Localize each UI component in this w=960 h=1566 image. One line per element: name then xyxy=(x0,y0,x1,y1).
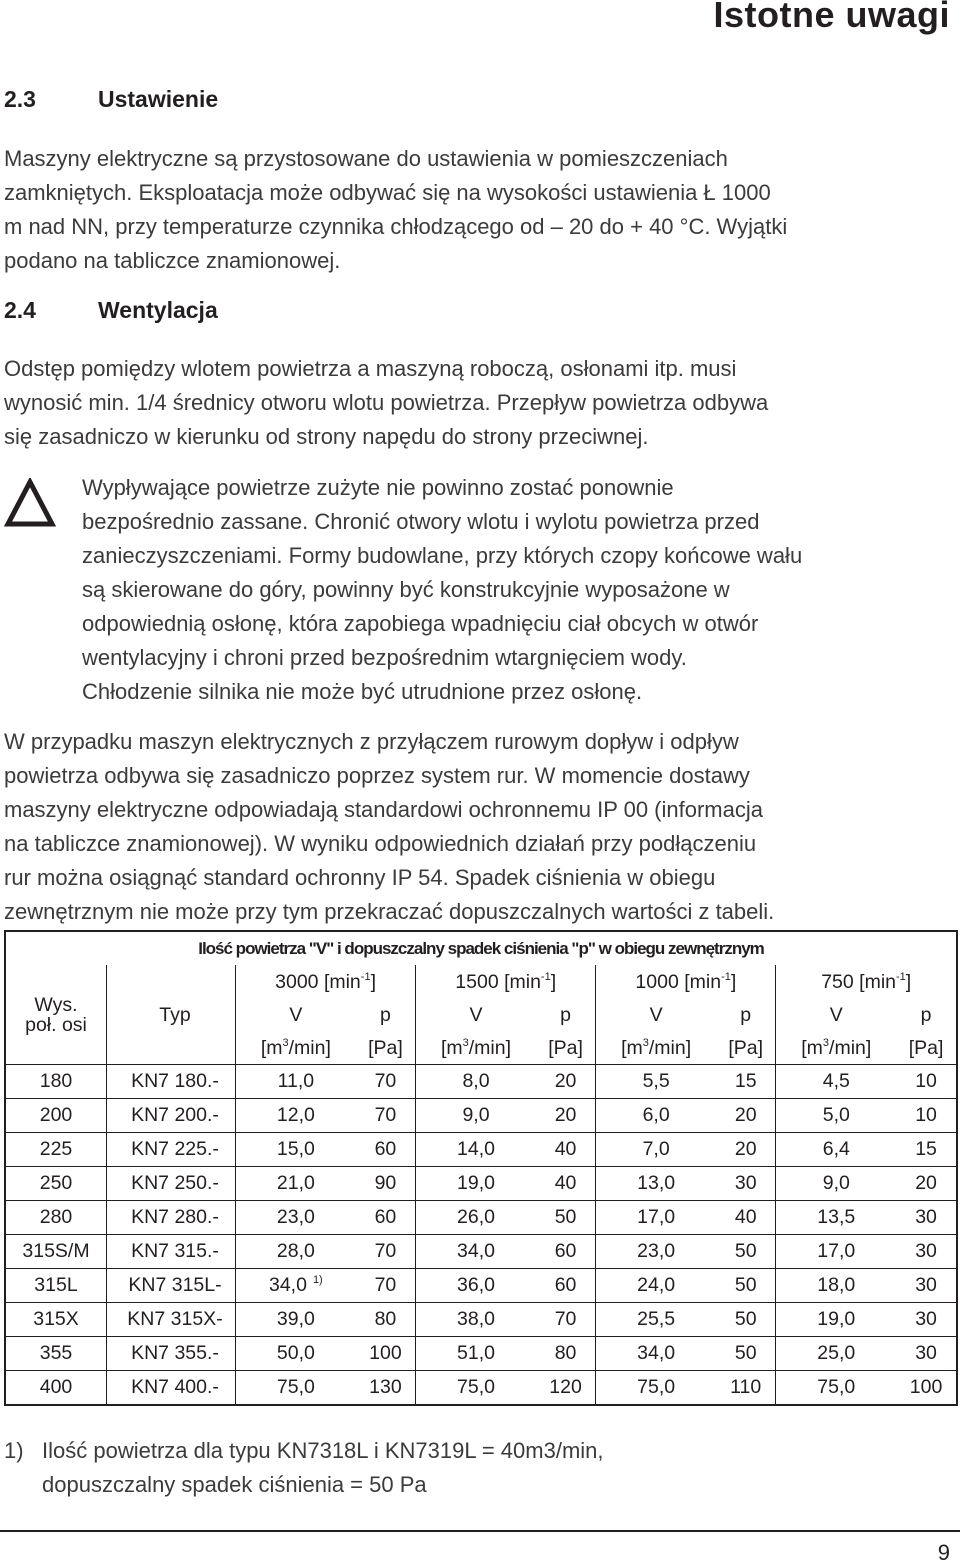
cell-p1500: 120 xyxy=(536,1371,596,1406)
symbol-p: p xyxy=(716,998,776,1031)
cell-v1000: 13,0 xyxy=(596,1167,716,1201)
unit-v: $[m^3/\min]$ xyxy=(260,1036,331,1059)
cell-v3000: 23,0 xyxy=(236,1201,356,1235)
cell-v3000: 11,0 xyxy=(236,1065,356,1099)
text-line: zewnętrznym nie może przy tym przekraczać dopuszczalnych wartości z tabeli. xyxy=(4,899,775,924)
table-row xyxy=(5,1065,957,1099)
unit-p: [Pa] xyxy=(356,1031,416,1065)
cell-v1500: 8,0 xyxy=(416,1065,536,1099)
cell-wys: 250 xyxy=(5,1167,107,1201)
cell-p3000: 80 xyxy=(356,1303,416,1337)
section-title: Wentylacja xyxy=(98,297,218,323)
cell-wys: 225 xyxy=(5,1133,107,1167)
cell-v3000: 50,0 xyxy=(236,1337,356,1371)
section-title: Ustawienie xyxy=(98,86,219,112)
cell-v1500: 34,0 xyxy=(416,1235,536,1269)
cell-v3000: 75,0 xyxy=(236,1371,356,1406)
cell-typ: KN7 315L- xyxy=(107,1269,236,1303)
cell-p750: 30 xyxy=(896,1269,957,1303)
cell-v1000: 17,0 xyxy=(596,1201,716,1235)
paragraph-ustawienie xyxy=(4,142,954,278)
cell-typ: KN7 400.- xyxy=(107,1371,236,1406)
cell-v1000: 75,0 xyxy=(596,1371,716,1406)
text-line: Chłodzenie silnika nie może być utrudnione przez osłonę. xyxy=(82,679,643,704)
cell-v1000: 34,0 xyxy=(596,1337,716,1371)
unit-v: $[m^3/\min]$ xyxy=(621,1036,692,1059)
cell-wys: 280 xyxy=(5,1201,107,1235)
cell-v1000: 24,0 xyxy=(596,1269,716,1303)
cell-p3000: 100 xyxy=(356,1337,416,1371)
cell-p1000: 20 xyxy=(716,1133,776,1167)
cell-v1500: 38,0 xyxy=(416,1303,536,1337)
cell-p1500: 60 xyxy=(536,1269,596,1303)
text-line: m nad NN, przy temperaturze czynnika chłodzącego od – 20 do + 40 °C. Wyjątki xyxy=(4,214,788,239)
text-line: podano na tabliczce znamionowej. xyxy=(4,248,341,273)
cell-wys: 315X xyxy=(5,1303,107,1337)
page-number: 9 xyxy=(937,1540,950,1565)
table-row xyxy=(5,1201,957,1235)
text-line: rur można osiągnąć standard ochronny IP 54. Spadek ciśnienia w obiegu xyxy=(4,865,716,890)
cell-p1000: 50 xyxy=(716,1235,776,1269)
cell-v750: 5,0 xyxy=(776,1099,896,1133)
cell-typ: KN7 315X- xyxy=(107,1303,236,1337)
unit-p: [Pa] xyxy=(716,1031,776,1065)
table-row xyxy=(5,1099,957,1133)
cell-v3000: 39,0 xyxy=(236,1303,356,1337)
page-header-title: Istotne uwagi xyxy=(713,0,950,35)
cell-p3000: 130 xyxy=(356,1371,416,1406)
cell-p1500: 20 xyxy=(536,1099,596,1133)
table-title: Ilość powietrza "V" i dopuszczalny spadek ciśnienia "p" w obiegu zewnętrznym xyxy=(5,931,957,965)
cell-p3000: 70 xyxy=(356,1065,416,1099)
cell-v1500: 26,0 xyxy=(416,1201,536,1235)
cell-p1500: 50 xyxy=(536,1201,596,1235)
cell-wys: 355 xyxy=(5,1337,107,1371)
cell-v1500: 75,0 xyxy=(416,1371,536,1406)
symbol-p: p xyxy=(536,998,596,1031)
text-line: powietrza odbywa się zasadniczo poprzez system rur. W momencie dostawy xyxy=(4,763,750,788)
cell-p750: 10 xyxy=(896,1065,957,1099)
cell-typ: KN7 355.- xyxy=(107,1337,236,1371)
footnote-ref: 1) xyxy=(312,1274,323,1286)
cell-p1500: 40 xyxy=(536,1167,596,1201)
symbol-v: V xyxy=(649,1003,663,1026)
cell-v1500: 51,0 xyxy=(416,1337,536,1371)
text-line: Wypływające powietrze zużyte nie powinno zostać ponownie xyxy=(82,475,674,500)
footnote-line2: dopuszczalny spadek ciśnienia = 50 Pa xyxy=(42,1472,427,1497)
symbol-v: V xyxy=(289,1003,303,1026)
cell-v750: 75,0 xyxy=(776,1371,896,1406)
cell-p750: 100 xyxy=(896,1371,957,1406)
text-line: zanieczyszczeniami. Formy budowlane, przy których czopy końcowe wału xyxy=(82,543,803,568)
cell-p1500: 40 xyxy=(536,1133,596,1167)
footer-divider xyxy=(0,1530,960,1532)
column-header-wys-line1: Wys. xyxy=(34,993,78,1016)
column-group-1500: 1500 $[\min^{-1}]$ xyxy=(416,965,596,998)
table-row xyxy=(5,1303,957,1337)
cell-v750: 4,5 xyxy=(776,1065,896,1099)
cell-wys: 315L xyxy=(5,1269,107,1303)
symbol-v: V xyxy=(829,1003,843,1026)
cell-v750: 17,0 xyxy=(776,1235,896,1269)
cell-p1000: 50 xyxy=(716,1269,776,1303)
warning-triangle-icon xyxy=(4,478,56,528)
cell-p1500: 70 xyxy=(536,1303,596,1337)
text-line: zamkniętych. Eksploatacja może odbywać się na wysokości ustawienia Ł 1000 xyxy=(4,180,771,205)
cell-v3000: 34,0 $^{1)}$ xyxy=(236,1269,356,1303)
cell-v1000: 7,0 xyxy=(596,1133,716,1167)
column-header-typ: Typ xyxy=(107,965,236,1065)
text-line: Odstęp pomiędzy wlotem powietrza a maszyną roboczą, osłonami itp. musi xyxy=(4,356,737,381)
column-group-3000: 3000 $[\min^{-1}]$ xyxy=(236,965,416,998)
cell-p750: 30 xyxy=(896,1235,957,1269)
table-row xyxy=(5,1371,957,1406)
cell-p1500: 60 xyxy=(536,1235,596,1269)
cell-p1000: 50 xyxy=(716,1303,776,1337)
unit-p: [Pa] xyxy=(896,1031,957,1065)
cell-p1000: 30 xyxy=(716,1167,776,1201)
cell-p3000: 60 xyxy=(356,1201,416,1235)
symbol-p: p xyxy=(896,998,957,1031)
cell-v750: 6,4 xyxy=(776,1133,896,1167)
text-line: są skierowane do góry, powinny być konstrukcyjnie wyposażone w xyxy=(82,577,730,602)
cell-typ: KN7 280.- xyxy=(107,1201,236,1235)
cell-p750: 20 xyxy=(896,1167,957,1201)
cell-p1500: 20 xyxy=(536,1065,596,1099)
cell-v750: 9,0 xyxy=(776,1167,896,1201)
text-line: wynosić min. 1/4 średnicy otworu wlotu powietrza. Przepływ powietrza odbywa xyxy=(4,390,769,415)
text-line: się zasadniczo w kierunku od strony napędu do strony przeciwnej. xyxy=(4,424,649,449)
cell-wys: 200 xyxy=(5,1099,107,1133)
cell-v3000: 21,0 xyxy=(236,1167,356,1201)
cell-p3000: 60 xyxy=(356,1133,416,1167)
cell-v1000: 6,0 xyxy=(596,1099,716,1133)
text-line: W przypadku maszyn elektrycznych z przyłączem rurowym dopływ i odpływ xyxy=(4,729,739,754)
table-header-row-speed xyxy=(5,965,957,998)
cell-wys: 315S/M xyxy=(5,1235,107,1269)
column-header-wys-line2: poł. osi xyxy=(25,1013,87,1036)
cell-p3000: 70 xyxy=(356,1235,416,1269)
section-number: 2.4 xyxy=(4,297,36,323)
cell-v1500: 9,0 xyxy=(416,1099,536,1133)
footnote xyxy=(4,1434,604,1502)
cell-typ: KN7 225.- xyxy=(107,1133,236,1167)
section-number: 2.3 xyxy=(4,86,36,112)
table-row xyxy=(5,1167,957,1201)
cell-typ: KN7 315.- xyxy=(107,1235,236,1269)
table-title-row xyxy=(5,931,957,965)
cell-v3000: 12,0 xyxy=(236,1099,356,1133)
cell-p1000: 40 xyxy=(716,1201,776,1235)
text-line: Maszyny elektryczne są przystosowane do ustawienia w pomieszczeniach xyxy=(4,146,728,171)
cell-v1500: 19,0 xyxy=(416,1167,536,1201)
cell-p750: 30 xyxy=(896,1337,957,1371)
cell-typ: KN7 200.- xyxy=(107,1099,236,1133)
cell-p3000: 90 xyxy=(356,1167,416,1201)
cell-v750: 25,0 xyxy=(776,1337,896,1371)
cell-p1000: 15 xyxy=(716,1065,776,1099)
cell-p3000: 70 xyxy=(356,1099,416,1133)
footnote-marker: 1) xyxy=(4,1438,24,1463)
column-header-wys xyxy=(5,965,107,1065)
text-line: odpowiednią osłonę, która zapobiega wpadnięciu ciał obcych w otwór xyxy=(82,611,759,636)
cell-v750: 18,0 xyxy=(776,1269,896,1303)
cell-p1000: 50 xyxy=(716,1337,776,1371)
cell-p1000: 20 xyxy=(716,1099,776,1133)
paragraph-wentylacja xyxy=(4,352,954,454)
cell-p1000: 110 xyxy=(716,1371,776,1406)
column-group-1000: 1000 $[\min^{-1}]$ xyxy=(596,965,776,998)
cell-typ: KN7 250.- xyxy=(107,1167,236,1201)
table-row xyxy=(5,1269,957,1303)
symbol-v: V xyxy=(469,1003,483,1026)
cell-p750: 10 xyxy=(896,1099,957,1133)
cell-p1500: 80 xyxy=(536,1337,596,1371)
footnote-line1: Ilość powietrza dla typu KN7318L i KN7319L = 40m3/min, xyxy=(42,1438,604,1463)
table-row xyxy=(5,1337,957,1371)
cell-v1500: 14,0 xyxy=(416,1133,536,1167)
cell-p750: 15 xyxy=(896,1133,957,1167)
cell-typ: KN7 180.- xyxy=(107,1065,236,1099)
air-volume-pressure-table xyxy=(4,930,958,1406)
cell-v1500: 36,0 xyxy=(416,1269,536,1303)
column-group-750: 750 $[\min^{-1}]$ xyxy=(776,965,957,998)
cell-p3000: 70 xyxy=(356,1269,416,1303)
table-row xyxy=(5,1235,957,1269)
text-line: maszyny elektryczne odpowiadają standardowi ochronnemu IP 00 (informacja xyxy=(4,797,763,822)
cell-v1000: 5,5 xyxy=(596,1065,716,1099)
unit-p: [Pa] xyxy=(536,1031,596,1065)
cell-v750: 13,5 xyxy=(776,1201,896,1235)
cell-p750: 30 xyxy=(896,1303,957,1337)
text-line: wentylacyjny i chroni przed bezpośrednim wtargnięciem wody. xyxy=(82,645,687,670)
cell-v3000: 15,0 xyxy=(236,1133,356,1167)
section-heading-ustawienie xyxy=(4,86,218,113)
paragraph-przylacze-rurowe xyxy=(4,725,954,929)
unit-v: $[m^3/\min]$ xyxy=(801,1036,872,1059)
cell-v1000: 25,5 xyxy=(596,1303,716,1337)
text-line: na tabliczce znamionowej). W wyniku odpowiednich działań przy podłączeniu xyxy=(4,831,757,856)
text-line: bezpośrednio zassane. Chronić otwory wlotu i wylotu powietrza przed xyxy=(82,509,760,534)
cell-v1000: 23,0 xyxy=(596,1235,716,1269)
warning-text xyxy=(82,471,956,709)
cell-v3000: 28,0 xyxy=(236,1235,356,1269)
table-row xyxy=(5,1133,957,1167)
section-heading-wentylacja xyxy=(4,297,218,324)
cell-v750: 19,0 xyxy=(776,1303,896,1337)
cell-wys: 180 xyxy=(5,1065,107,1099)
cell-wys: 400 xyxy=(5,1371,107,1406)
cell-p750: 30 xyxy=(896,1201,957,1235)
unit-v: $[m^3/\min]$ xyxy=(440,1036,512,1059)
symbol-p: p xyxy=(356,998,416,1031)
